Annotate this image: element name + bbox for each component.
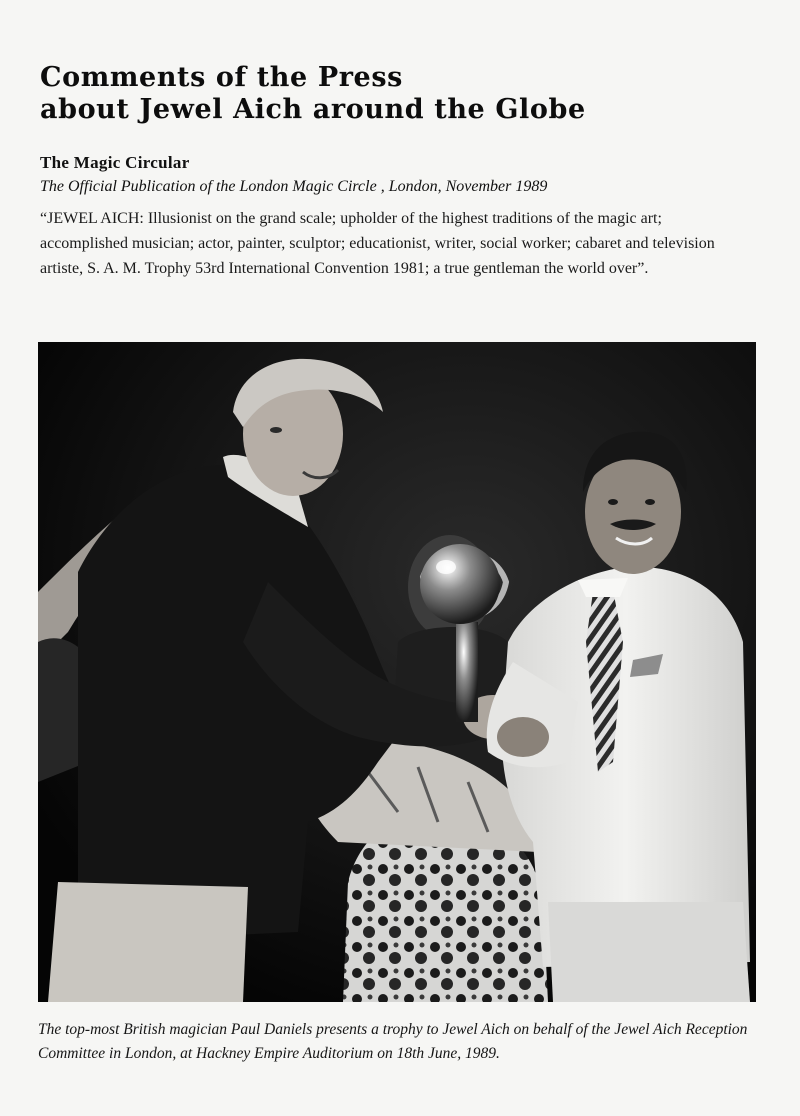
- shirt-front: [578, 578, 628, 597]
- title-line-2: about Jewel Aich around the Globe: [40, 94, 586, 125]
- trophy-globe: [420, 544, 500, 624]
- publication-name: The Magic Circular: [40, 153, 190, 172]
- trophy-stem: [456, 622, 478, 722]
- photo-caption: The top-most British magician Paul Daniels presents a trophy to Jewel Aich on behalf of the Jewel Aich Reception Committee in London, at Hackney Empire Auditorium on 18th June, 1989.: [38, 1021, 748, 1062]
- trophy-presentation-photo: [38, 342, 756, 1002]
- white-trousers: [48, 882, 248, 1002]
- publication-source: The Official Publication of the London Magic Circle , London, November 1989: [40, 178, 548, 195]
- photo-illustration: [38, 342, 756, 1002]
- younger-man-hands: [497, 717, 549, 757]
- page-title: [40, 62, 760, 126]
- press-review: [40, 152, 750, 281]
- title-line-1: Comments of the Press: [40, 62, 403, 93]
- white-trousers-right: [548, 902, 750, 1002]
- review-quote: “JEWEL AICH: Illusionist on the grand scale; upholder of the highest traditions of the magic art; accomplished musician; actor, painter, sculptor; educationist, writer, social worker; cabaret and television artiste, S. A. M. Trophy 53rd International Convention 1981; a true gentleman the world over”.: [40, 210, 715, 277]
